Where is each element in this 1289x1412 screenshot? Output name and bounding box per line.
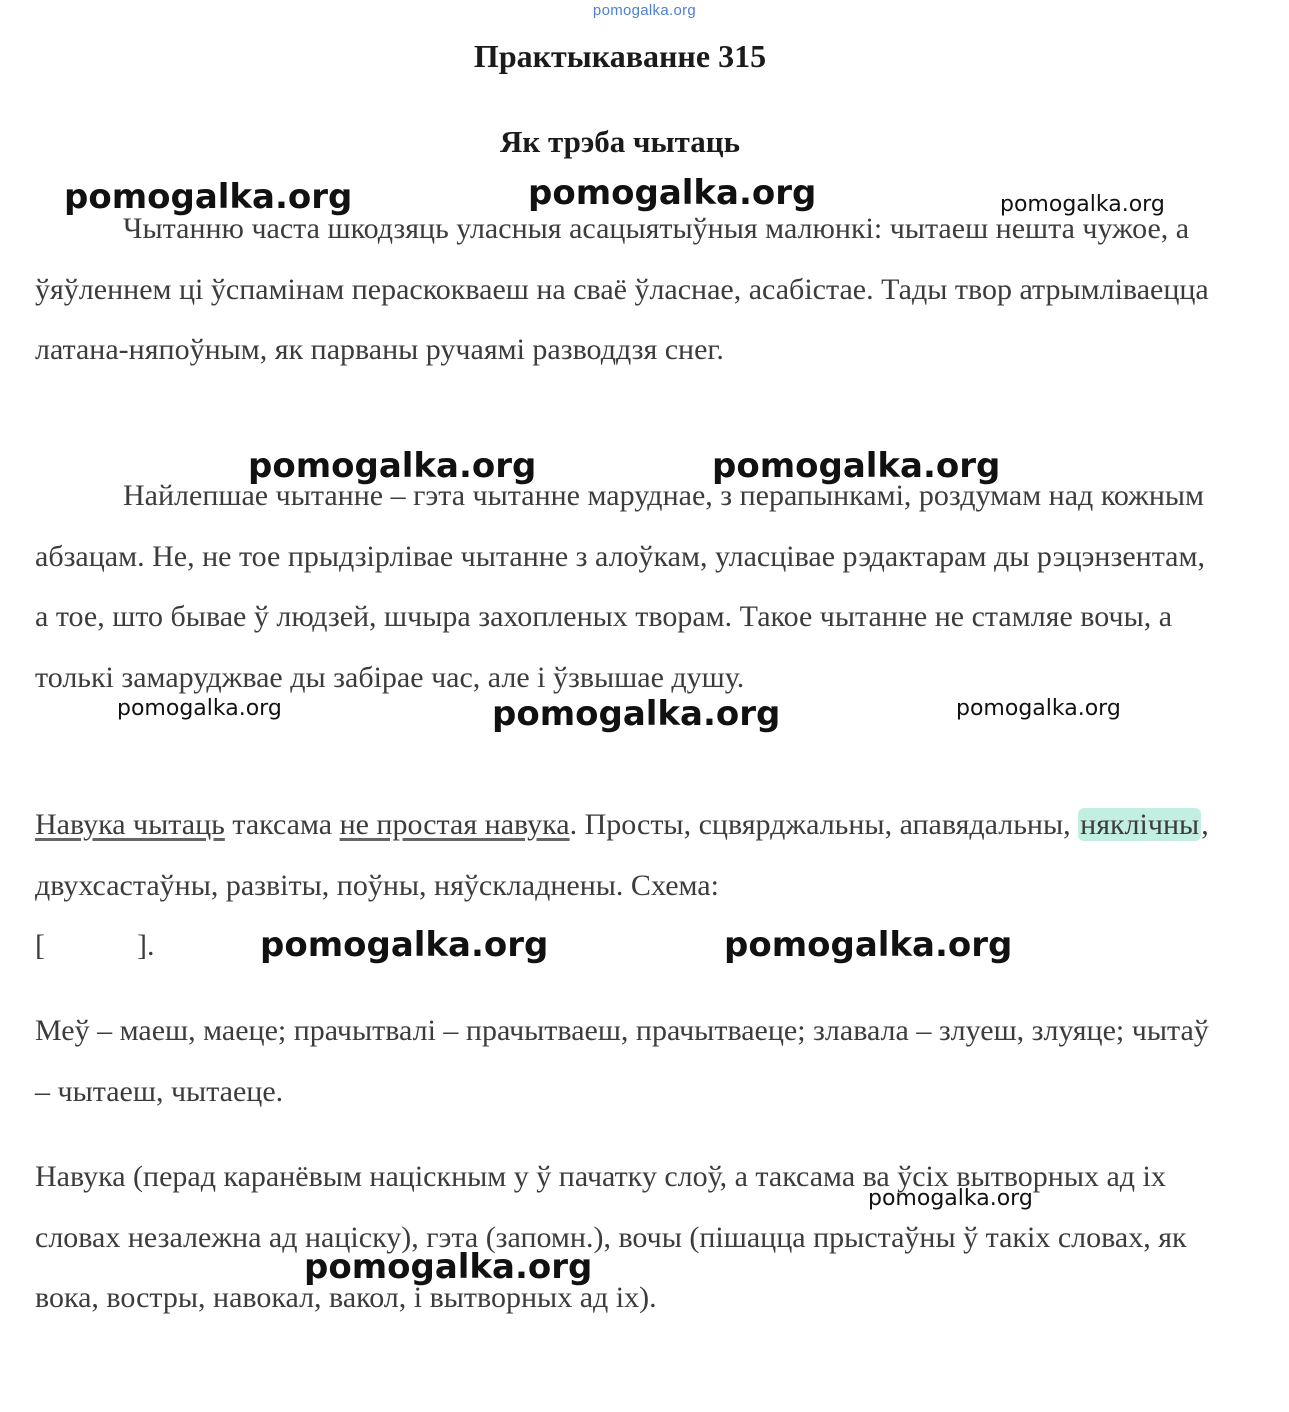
paragraph-2: Найлепшае чытанне – гэта чытанне маруднае, з перапынкамі, роздумам над кожным абзацам. Не, не тое прыдзірлівае чытанне з алоўкам, уласцівае рэдактарам ды рэцэнзентам, а тое, што бывае ў людзей, шчыра захопленых творам. Такое чытанне не стамляе вочы, а толькі замаруджвае ды забірае час, але і ўзвышае душу. xyxy=(35,479,1205,694)
site-header-link[interactable]: pomogalka.org xyxy=(592,2,697,19)
watermark-logo: pomogalka.org xyxy=(64,177,353,217)
page-title: Практыкаванне 315 xyxy=(473,38,767,74)
watermark-logo: pomogalka.org xyxy=(304,1247,593,1287)
paragraph-4-forms: Меў – маеш, маеце; прачытвалі – прачытваеш, прачытваеце; злавала – злуеш, злуяце; чытаў – чытаеш, чытаеце. xyxy=(35,1014,1209,1108)
sentence-subject: Навука чытаць xyxy=(35,808,225,841)
watermark-logo: pomogalka.org xyxy=(492,694,781,734)
scheme-bracket-close: ]. xyxy=(137,929,155,962)
watermark-logo: pomogalka.org xyxy=(117,696,282,721)
watermark-logo: pomogalka.org xyxy=(724,925,1013,965)
paragraph-1: Чытанню часта шкодзяць уласныя асацыятыўныя малюнкі: чытаеш нешта чужое, а ўяўленнем ці ўспамінам пераскокваеш на сваё ўласнае, асабістае. Тады твор атрымліваецца латана-няпоўным, як парваны ручаямі разводдзя снег. xyxy=(35,212,1209,366)
paragraph-3-analysis xyxy=(35,795,1215,977)
watermark-logo: pomogalka.org xyxy=(956,696,1121,721)
watermark-logo: pomogalka.org xyxy=(260,925,549,965)
sentence-adverb: таксама xyxy=(232,808,333,841)
analysis-text: , двухсастаўны, развіты, поўны, няўскладнены. Схема: xyxy=(35,808,1209,902)
sentence-predicate: не простая навука xyxy=(339,808,570,841)
scheme-bracket-open: [ xyxy=(35,929,45,962)
space xyxy=(332,808,340,841)
watermark-logo: pomogalka.org xyxy=(868,1186,1033,1211)
watermark-logo: pomogalka.org xyxy=(1000,192,1165,217)
watermark-logo: pomogalka.org xyxy=(248,446,537,486)
analysis-text: . Просты, сцвярджальны, апавядальны, xyxy=(569,808,1079,841)
watermark-logo: pomogalka.org xyxy=(712,446,1001,486)
watermark-logo: pomogalka.org xyxy=(528,173,817,213)
text-title: Як трэба чытаць xyxy=(499,124,741,159)
paragraph-5-explanation: Навука (перад каранёвым націскным у ў пачатку слоў, а таксама ва ўсіх вытворных ад іх словах незалежна ад націску), гэта (запомн.), вочы (пішацца прыстаўны ў такіх словах, як вока, востры, навокал, вакол, і вытворных ад іх). xyxy=(35,1160,1187,1314)
highlighted-word: няклічны xyxy=(1080,808,1200,841)
